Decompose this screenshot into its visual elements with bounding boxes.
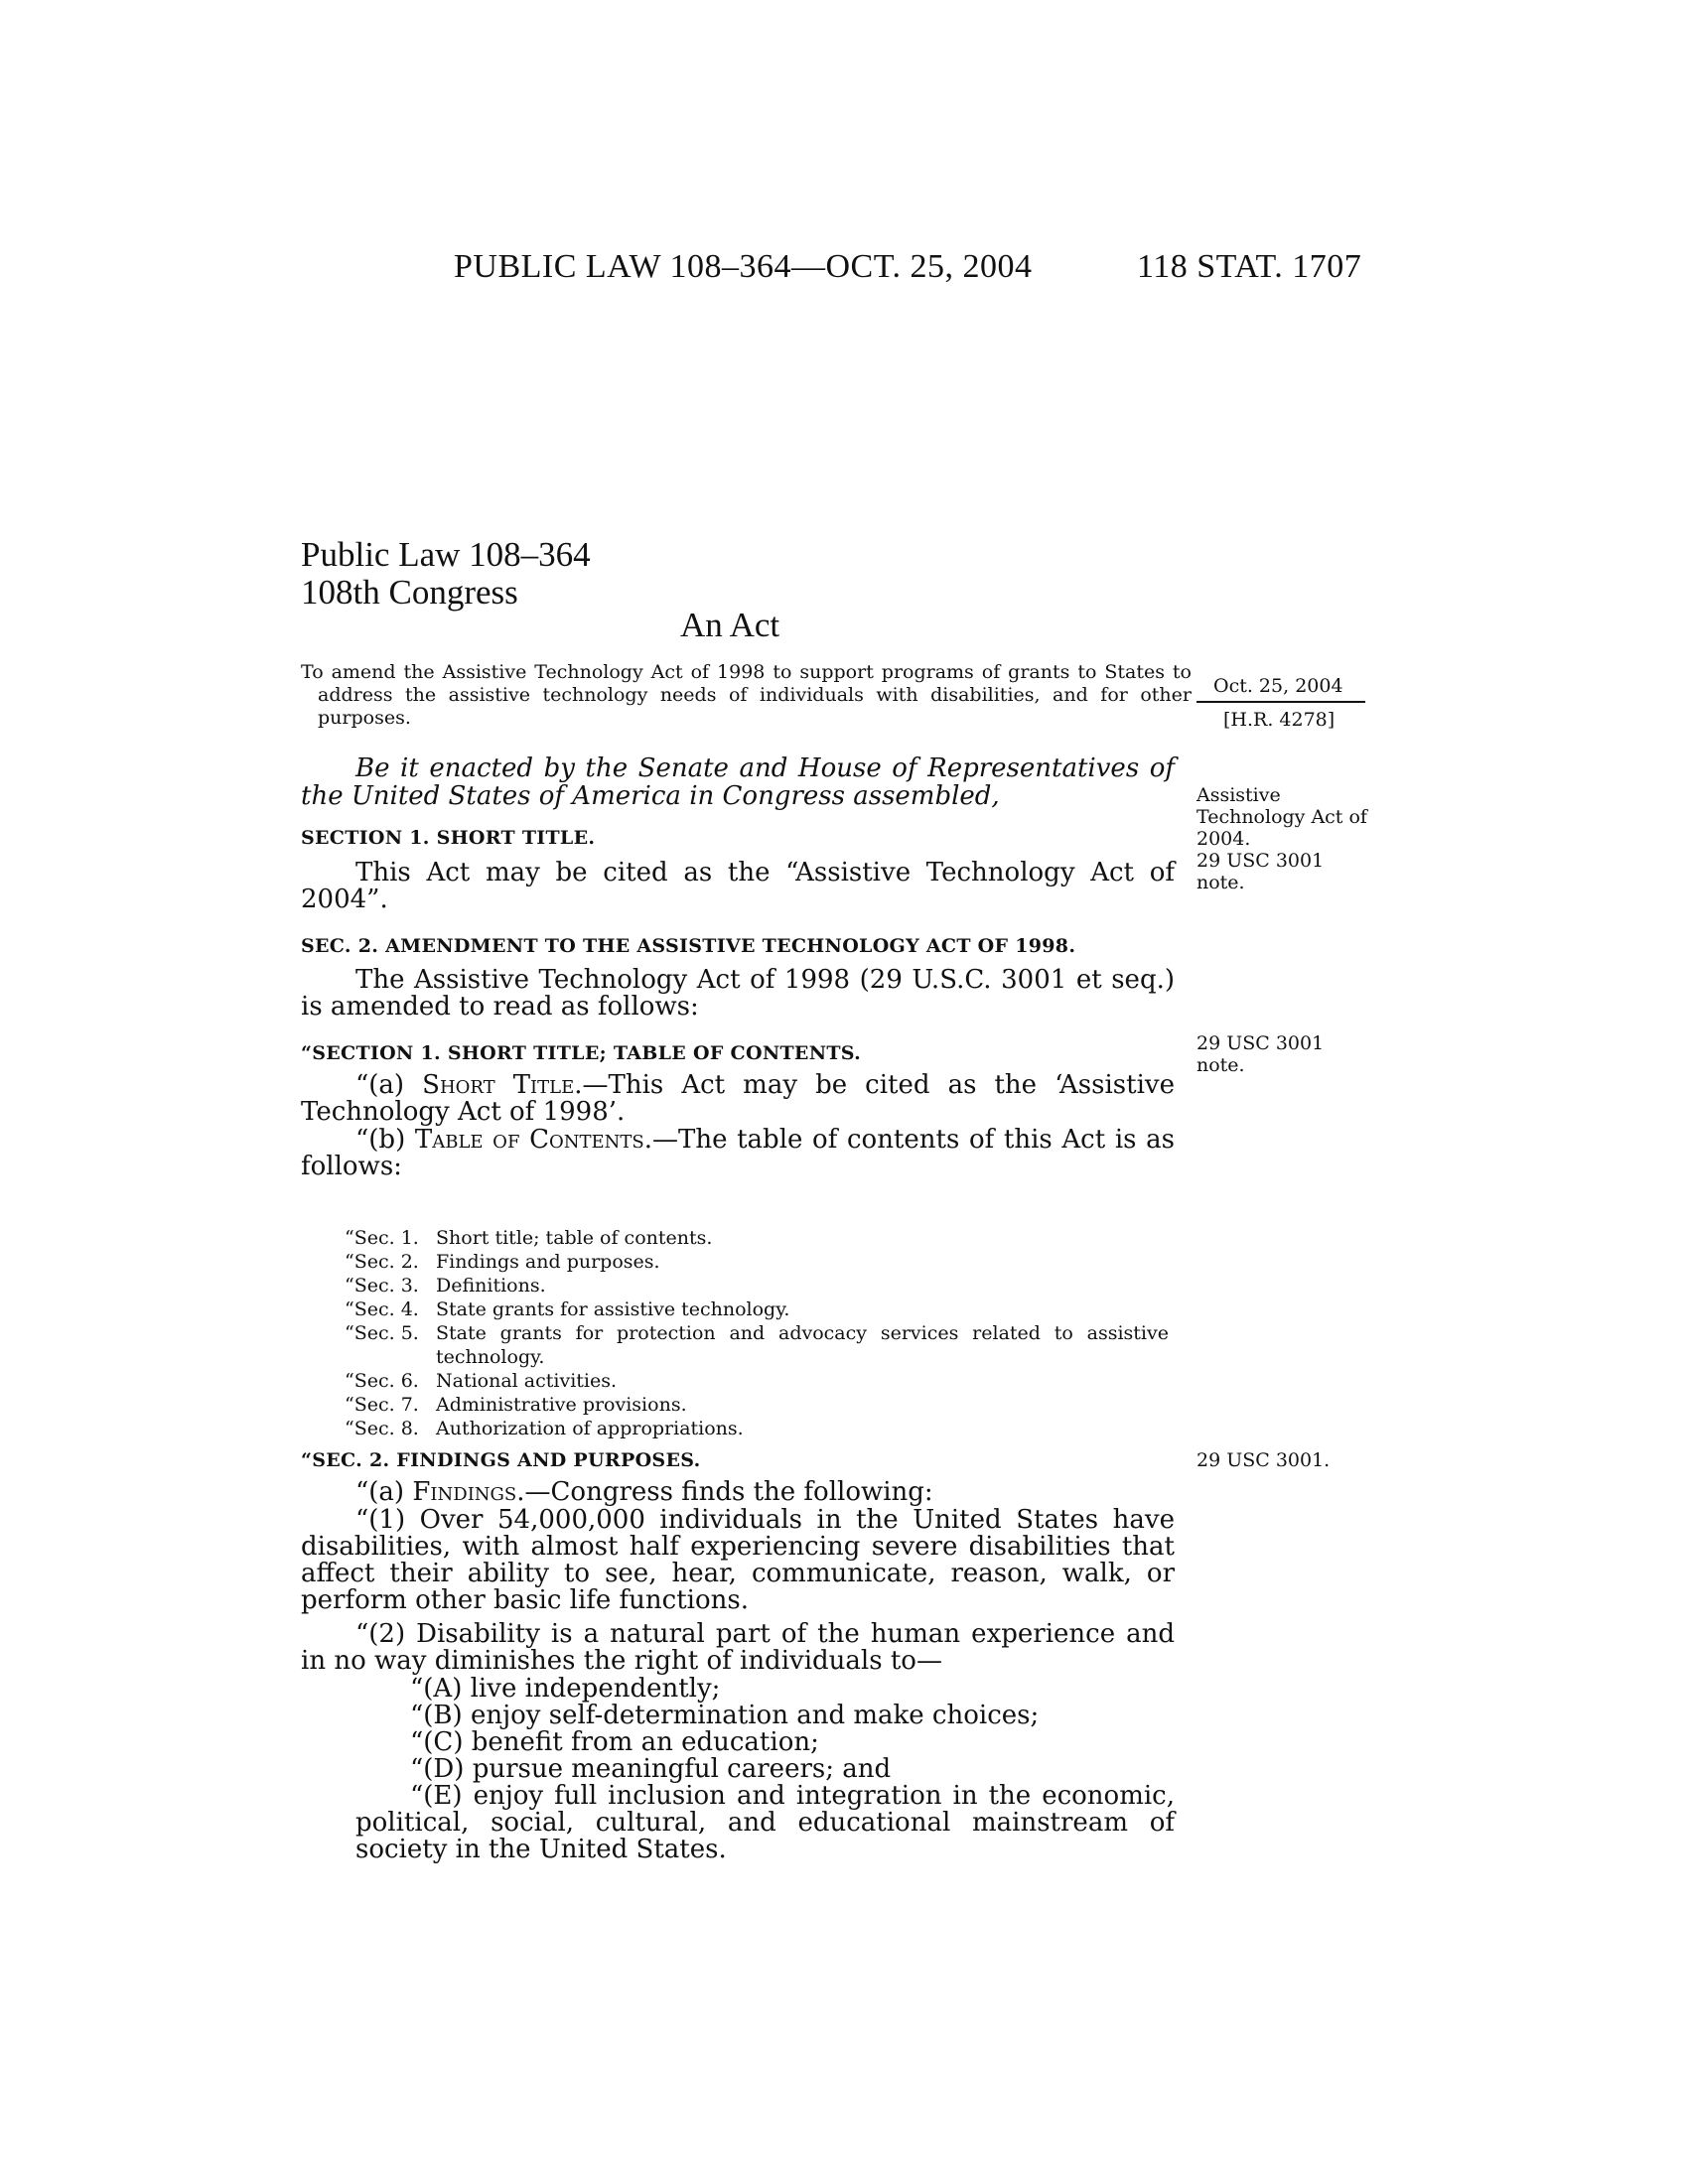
toc-entry (345, 1297, 1169, 1321)
toc-section-number: “Sec. 8. (345, 1418, 419, 1439)
table-of-contents (345, 1226, 1169, 1440)
subsection-a-short-title (301, 1072, 1175, 1126)
toc-entry (345, 1417, 1169, 1440)
finding-2-d: “(D) pursue meaningful careers; and (410, 1754, 892, 1784)
toc-section-number: “Sec. 7. (345, 1394, 419, 1416)
toc-section-title: National activities. (436, 1370, 618, 1392)
amended-section-1-heading: “SECTION 1. SHORT TITLE; TABLE OF CONTENTS. (301, 1042, 862, 1064)
margin-bill-number: [H.R. 4278] (1223, 709, 1336, 731)
toc-entry (345, 1226, 1169, 1250)
subsection-b-prefix: “(b) (355, 1125, 415, 1155)
toc-section-number: “Sec. 3. (345, 1275, 419, 1297)
section-2-heading: SEC. 2. AMENDMENT TO THE ASSISTIVE TECHNOLOGY ACT OF 1998. (301, 935, 1076, 957)
toc-section-title: State grants for protection and advocacy services related to assistive technology. (436, 1322, 1169, 1368)
findings-text: .—Congress finds the following: (516, 1477, 933, 1507)
toc-entry (345, 1274, 1169, 1297)
toc-section-title: Findings and purposes. (436, 1251, 660, 1273)
finding-2-c: “(C) benefit from an education; (410, 1727, 819, 1757)
findings-prefix: “(a) (355, 1477, 413, 1507)
toc-entry (345, 1250, 1169, 1274)
section-2-text: The Assistive Technology Act of 1998 (29 U.S.C. 3001 et seq.) is amended to read as follows: (301, 965, 1175, 1022)
congress-number: 108th Congress (301, 573, 518, 612)
subsection-a-text: .—This Act may be cited as the ‘Assistive Technology Act of 1998’. (301, 1070, 1175, 1127)
margin-note-usc-3: 29 USC 3001. (1196, 1449, 1331, 1471)
running-header-left: PUBLIC LAW 108–364—OCT. 25, 2004 (454, 248, 1033, 285)
findings-label: Findings (412, 1477, 517, 1507)
subsection-b-table-of-contents (301, 1127, 1175, 1180)
page-number: 118 STAT. 1707 (1137, 248, 1362, 285)
toc-section-number: “Sec. 5. (345, 1322, 419, 1344)
toc-entry (345, 1369, 1169, 1393)
toc-section-title: Authorization of appropriations. (436, 1418, 744, 1439)
toc-section-number: “Sec. 1. (345, 1227, 419, 1249)
margin-note-usc-1: 29 USC 3001 note. (1196, 850, 1325, 893)
margin-note-short-title: Assistive Technology Act of 2004. (1196, 784, 1367, 850)
act-purpose: To amend the Assistive Technology Act of 1998 to support programs of grants to States to address the assistive technology needs of individuals with disabilities, and for other purposes. (301, 661, 1192, 729)
toc-entry (345, 1393, 1169, 1417)
toc-section-number: “Sec. 6. (345, 1370, 419, 1392)
toc-entry (345, 1321, 1169, 1369)
finding-2-e: “(E) enjoy full inclusion and integration in the economic, political, social, cultural, and educational mainstream of society in the United States. (355, 1781, 1175, 1864)
margin-note-usc-2: 29 USC 3001 note. (1196, 1032, 1325, 1076)
section-1-text: This Act may be cited as the “Assistive Technology Act of 2004”. (301, 858, 1175, 914)
section-1-heading: SECTION 1. SHORT TITLE. (301, 827, 596, 849)
toc-section-title: State grants for assistive technology. (436, 1298, 790, 1320)
finding-2-b: “(B) enjoy self-determination and make choices; (410, 1701, 1040, 1730)
public-law-number: Public Law 108–364 (301, 535, 591, 574)
law-identification (301, 536, 591, 612)
subsection-b-label: Table of Contents (414, 1125, 644, 1155)
margin-rule (1196, 701, 1365, 703)
act-heading: An Act (680, 606, 780, 644)
margin-date: Oct. 25, 2004 (1213, 675, 1343, 697)
subsection-a-label: Short Title (422, 1070, 575, 1100)
subsection-a-prefix: “(a) (355, 1070, 423, 1100)
toc-section-title: Short title; table of contents. (436, 1227, 713, 1249)
finding-2: “(2) Disability is a natural part of the human experience and in no way diminishes the right of individuals to— (301, 1619, 1175, 1676)
enacting-clause: Be it enacted by the Senate and House of Representatives of the United States of America in Congress assembled, (301, 753, 1175, 811)
amended-section-2-heading: “SEC. 2. FINDINGS AND PURPOSES. (301, 1449, 701, 1471)
finding-1: “(1) Over 54,000,000 individuals in the United States have disabilities, with almost half experiencing severe disabilities that affect their ability to see, hear, communicate, reason, walk, or perform other basic life functions. (301, 1505, 1175, 1615)
subsection-b-text: .—The table of contents of this Act is as follows: (301, 1125, 1175, 1181)
toc-section-number: “Sec. 2. (345, 1251, 419, 1273)
findings-intro (301, 1479, 1175, 1506)
finding-2-a: “(A) live independently; (410, 1674, 721, 1704)
toc-section-title: Definitions. (436, 1275, 546, 1297)
toc-section-number: “Sec. 4. (345, 1298, 419, 1320)
toc-section-title: Administrative provisions. (436, 1394, 687, 1416)
